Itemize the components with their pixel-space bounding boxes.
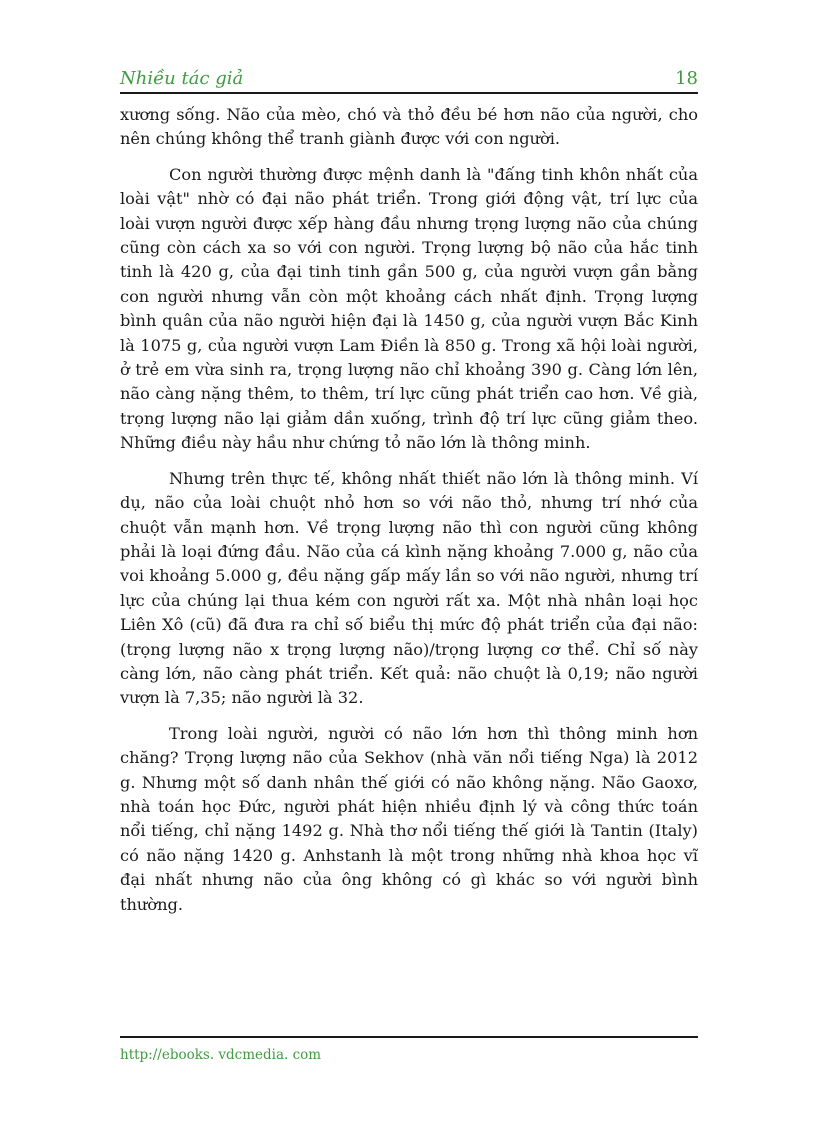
- paragraph-2: Con người thường được mệnh danh là "đấng tinh khôn nhất của loài vật" nhờ có đại não phát triển. Trong giới động vật, trí lực của loài vượn người được xếp hàng đầu nhưng trọng lượng não của chúng cũng còn cách xa so với con người. Trọng lượng bộ não của hắc tinh tinh là 420 g, của đại tinh tinh gần 500 g, của người vượn gần bằng con người nhưng vẫn còn một khoảng cách nhất định. Trọng lượng bình quân của não người hiện đại là 1450 g, của người vượn Bắc Kinh là 1075 g, của người vượn Lam Điền là 850 g. Trong xã hội loài người, ở trẻ em vừa sinh ra, trọng lượng não chỉ khoảng 390 g. Càng lớn lên, não càng nặng thêm, to thêm, trí lực cũng phát triển cao hơn. Về già, trọng lượng não lại giảm dần xuống, trình độ trí lực cũng giảm theo. Những điều này hầu như chứng tỏ não lớn là thông minh.: [120, 164, 698, 453]
- header-title: Nhiều tác giả: [120, 68, 244, 89]
- footer-divider: [120, 1036, 698, 1038]
- header-divider: [120, 92, 698, 94]
- paragraph-4: Trong loài người, người có não lớn hơn thì thông minh hơn chăng? Trọng lượng não của Sekhov (nhà văn nổi tiếng Nga) là 2012 g. Nhưng một số danh nhân thế giới có não không nặng. Não Gaoxơ, nhà toán học Đức, người phát hiện nhiều định lý và công thức toán nổi tiếng, chỉ nặng 1492 g. Nhà thơ nổi tiếng thế giới là Tantin (Italy) có não nặng 1420 g. Anhstanh là một trong những nhà khoa học vĩ đại nhất nhưng não của ông không có gì khác so với người bình thường.: [120, 723, 698, 914]
- footer-url: http://ebooks. vdcmedia. com: [120, 1047, 322, 1063]
- paragraph-1: xương sống. Não của mèo, chó và thỏ đều bé hơn não của người, cho nên chúng không thể tranh giành được với con người.: [120, 105, 698, 149]
- page-number: 18: [675, 68, 698, 89]
- page-header: [120, 62, 698, 90]
- body-text: [120, 103, 698, 928]
- paragraph-3: Nhưng trên thực tế, không nhất thiết não lớn là thông minh. Ví dụ, não của loài chuột nhỏ hơn so với não thỏ, nhưng trí nhớ của chuột vẫn mạnh hơn. Về trọng lượng não thì con người cũng không phải là loại đứng đầu. Não của cá kình nặng khoảng 7.000 g, não của voi khoảng 5.000 g, đều nặng gấp mấy lần so với não người, nhưng trí lực của chúng lại thua kém con người rất xa. Một nhà nhân loại học Liên Xô (cũ) đã đưa ra chỉ số biểu thị mức độ phát triển của đại não: (trọng lượng não x trọng lượng não)/trọng lượng cơ thể. Chỉ số này càng lớn, não càng phát triển. Kết quả: não chuột là 0,19; não người vượn là 7,35; não người là 32.: [120, 468, 698, 708]
- document-page: [120, 0, 698, 1123]
